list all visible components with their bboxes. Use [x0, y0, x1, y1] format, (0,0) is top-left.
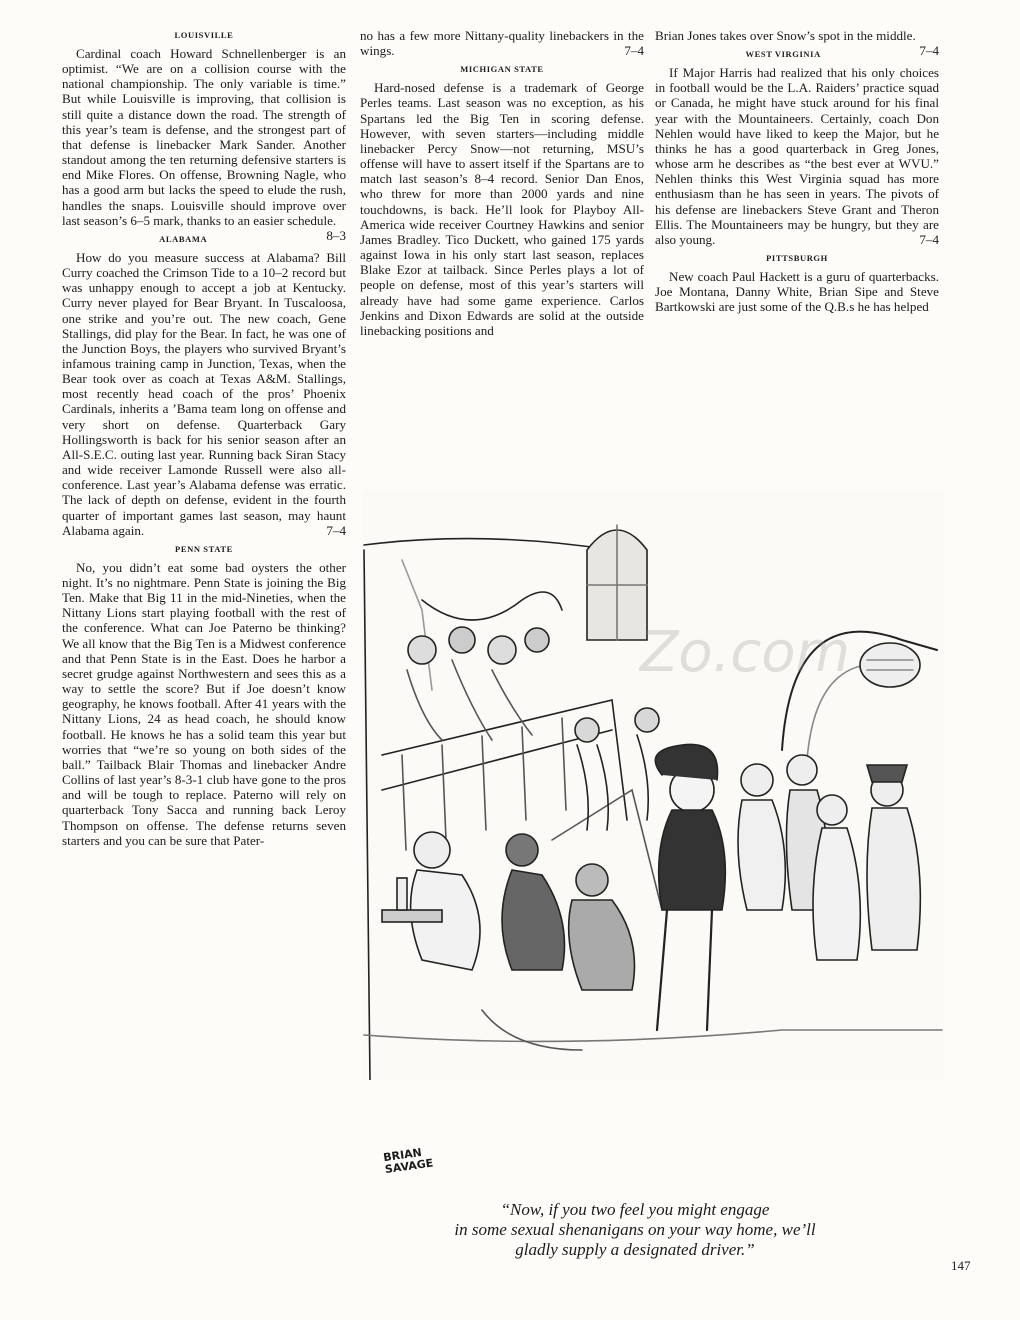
section-penn-state — [62, 544, 346, 848]
section-heading: MICHIGAN STATE — [460, 64, 544, 75]
section-text: no has a few more Nittany-quality linebackers in the wings. 7–4 — [360, 28, 644, 59]
watermark: Zo.com — [640, 620, 851, 685]
predicted-record: 7–4 — [919, 43, 939, 59]
section-heading: WEST VIRGINIA — [745, 49, 821, 60]
cartoon-illustration — [362, 490, 944, 1080]
section-text: No, you didn’t eat some bad oysters the other night. It’s no nightmare. Penn State is joining the Big Ten. Make that Big 11 in the mid-Nineties, when the Nittany Lions start playing football with the rest of the conference. What can Joe Paterno be thinking? We all know that the Big Ten is a Midwest conference and that Penn State is in the East. Does he harbor a secret grudge against Northwestern and sees this as a way to settle the score? But if Joe doesn’t know geography, he knows football. After 41 years with the Nittany Lions, 24 as head coach, he should know football. He knows he has a solid team this year but worries that “we’re so young on both sides of the ball.” Tailback Blair Thomas and linebacker Andre Collins of last year’s 8-3-1 club have gone to the pros and will be tough to replace. Paterno will rely on quarterback Tony Sacca and running back Leroy Thompson on offense. The defense returns seven starters and you can be sure that Pater- — [62, 559, 346, 848]
section-pittsburgh — [655, 253, 939, 314]
section-heading: LOUISVILLE — [174, 30, 234, 40]
section-text: If Major Harris had realized that his only choices in football would be the L.A. Raiders’ practice squad or Canada, he might have stuck around for his final year with the Mountaineers. Certainly, coach Don Nehlen would have liked to keep the Major, but he thinks he has a good quarterback in Greg Jones, whose arm he describes as “the best ever at WVU.” Nehlen thinks this West Virginia squad has more enthusiasm than he has seen in years. The pivots of his defense are linebackers Steve Grant and Theron Ellis. The Mountaineers may be hungry, but they are also young. 7–4 — [655, 65, 939, 247]
section-text: New coach Paul Hackett is a guru of quarterbacks. Joe Montana, Danny White, Brian Sipe and Steve Bartkowski are just some of the Q.B.s he has helped — [655, 269, 939, 315]
section-penn-state-continued — [360, 28, 644, 58]
section-text: Hard-nosed defense is a trademark of George Perles teams. Last season was no exception, as his Spartans led the Big Ten in scoring defense. However, with seven starters—including middle linebacker Percy Snow—not returning, MSU’s offense will have to assert itself if the Spartans are to match last season’s 8–4 record. Senior Dan Enos, who threw for more than 2000 yards and nine touchdowns, is back. He’ll look for Playboy All-America wide receiver Courtney Hawkins and senior James Bradley. Tico Duckett, who gained 175 yards against Iowa in his only start last season, replaces Blake Ezor at tailback. Since Perles plays a lot of people on defense, most of this year’s starters will already have had some game experience. Carlos Jenkins and Dixon Edwards are solid at the outside linebacking positions and — [360, 80, 644, 338]
predicted-record: 7–4 — [919, 231, 939, 247]
section-alabama — [62, 234, 346, 538]
cartoon-caption — [380, 1200, 890, 1260]
predicted-record: 8–3 — [326, 227, 346, 243]
section-text: Brian Jones takes over Snow’s spot in the middle. 7–4 — [655, 28, 939, 59]
section-heading: ALABAMA — [159, 233, 208, 244]
predicted-record: 7–4 — [326, 522, 346, 538]
caption-line: gladly supply a designated driver.” — [515, 1240, 755, 1259]
section-heading: PENN STATE — [175, 543, 233, 554]
column-2 — [360, 28, 644, 344]
section-heading: PITTSBURGH — [766, 253, 828, 264]
section-text: How do you measure success at Alabama? Bill Curry coached the Crimson Tide to a 10–2 record but was unhappy enough to accept a job at Kentucky. Curry never played for Bear Bryant. In Tuscaloosa, one strike and you’re out. The new coach, Gene Stallings, did play for the Bear. In fact, he was one of the Junction Boys, the players who survived Bryant’s infamous training camp in Junction, Texas, when the Bear took over as coach at Texas A&M. Stallings, most recently head coach of the pros’ Phoenix Cardinals, inherits a ’Bama team long on offense and very short on defense. Quarterback Gary Hollingsworth is back for his senior season after an All-S.E.C. outing last year. Running back Siran Stacy and wide receiver Lamonde Russell were also all-conference. Last year’s Alabama defense was erratic. The lack of depth on defense, evident in the fourth quarter of important games last season, may haunt Alabama again. 7–4 — [62, 249, 346, 538]
section-text: Cardinal coach Howard Schnellenberger is an optimist. “We are on a collision course with the national championship. The only variable is time.” But while Louisville is improving, that collision is still quite a distance down the road. The strength of this year’s team is defense, and the strongest part of that defense is linebacker Mark Sander. Another standout among the ten returning defensive starters is end Mike Flores. On offense, Browning Nagle, who has a good arm but lacks the speed to elude the rush, handles the snaps. Louisville should improve over last season’s 6–5 mark, thanks to an easier schedule. 8–3 — [62, 46, 346, 243]
predicted-record: 7–4 — [624, 43, 644, 59]
section-west-virginia — [655, 49, 939, 247]
column-1 — [62, 28, 346, 854]
page-number: 147 — [951, 1258, 971, 1273]
column-3 — [655, 28, 939, 321]
caption-line: in some sexual shenanigans on your way home, we’ll — [454, 1220, 816, 1239]
artist-signature: BRIAN SAVAGE — [382, 1145, 435, 1177]
caption-line: “Now, if you two feel you might engage — [500, 1200, 770, 1219]
section-michigan-state — [360, 64, 644, 338]
